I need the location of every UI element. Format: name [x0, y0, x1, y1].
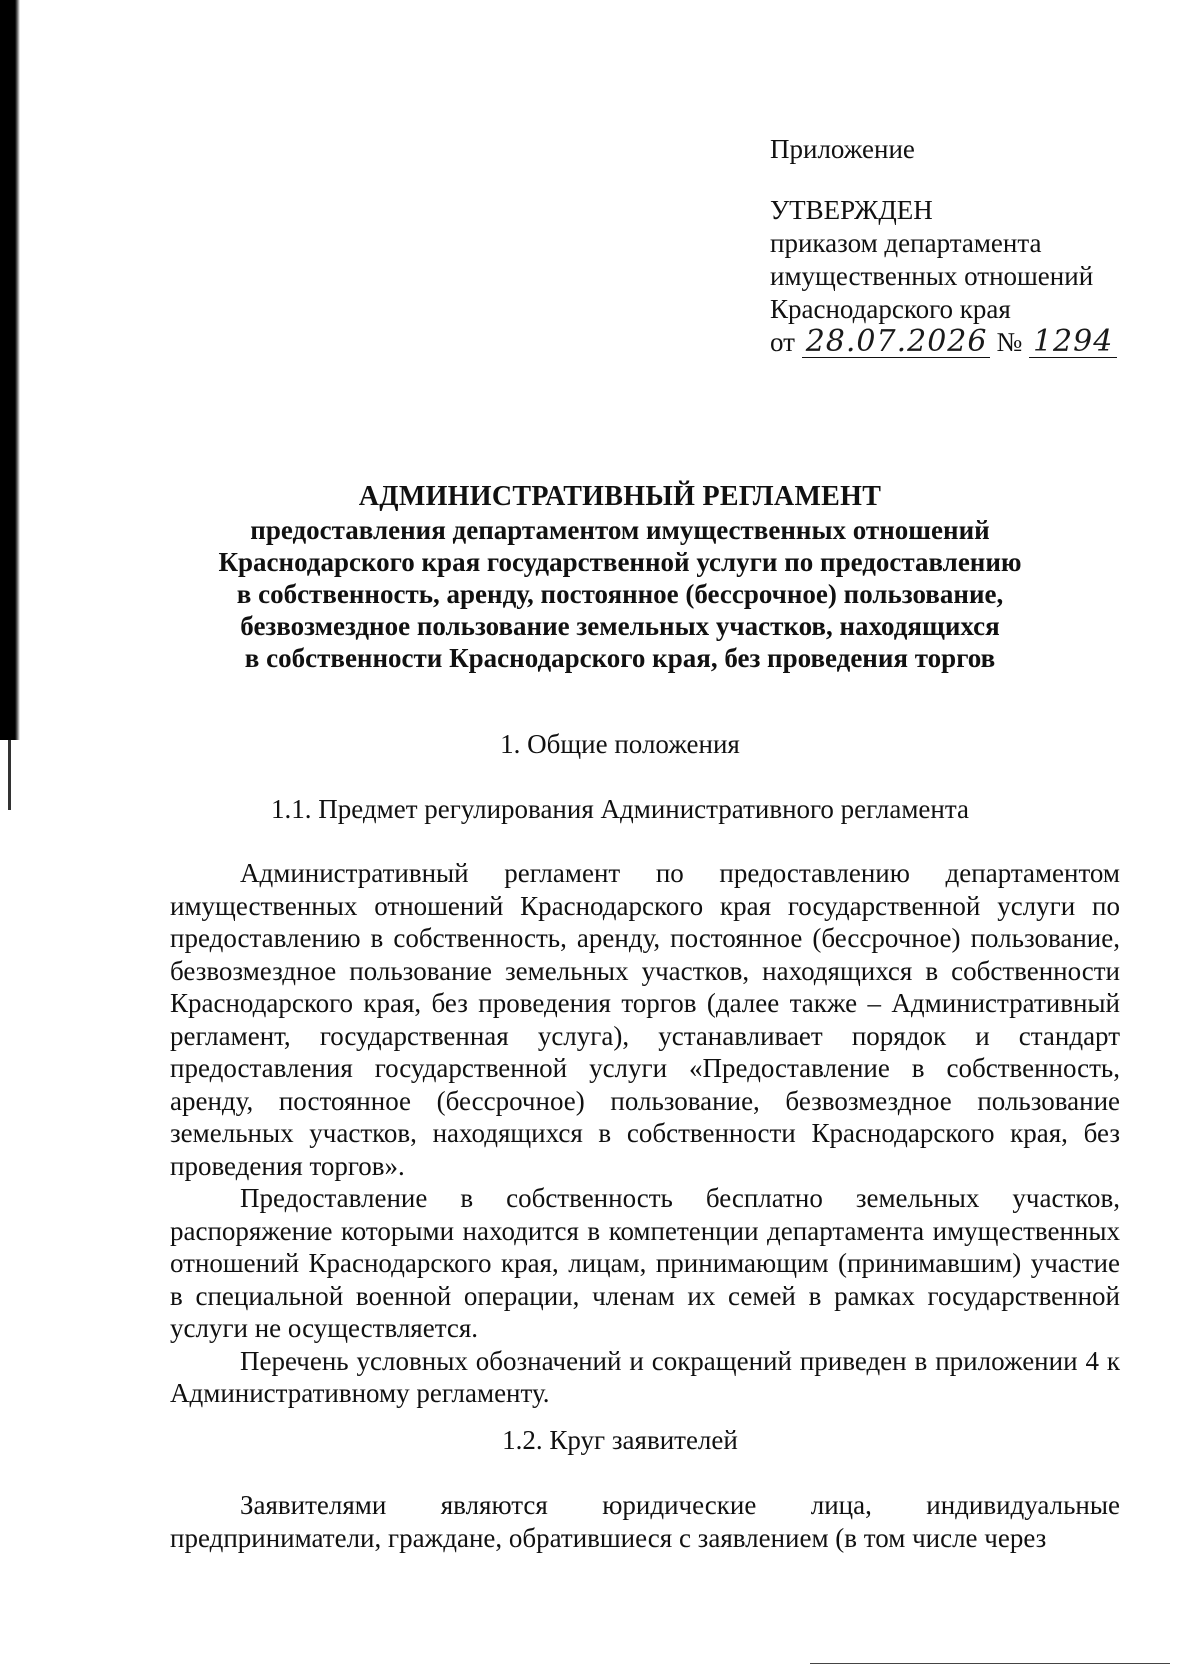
order-date-number-line [770, 326, 1160, 359]
title-line: предоставления департаментом имущественных отношений [250, 515, 990, 545]
approved-by-line-1: приказом департамента [770, 228, 1042, 258]
page-bottom-rule [810, 1663, 1170, 1664]
approved-label: УТВЕРЖДЕН [770, 195, 933, 225]
document-title [170, 480, 1070, 674]
section-heading: 1. Общие положения [500, 729, 740, 759]
appendix-label: Приложение [770, 134, 915, 164]
paragraph: Административный регламент по предоставлению департаментом имущественных отношений Краснодарского края государственной услуги по предоставлению в собственность, аренду, постоянное (бессрочное) пользование, безвозмездное пользование земельных участков, находящихся в собственности Краснодарского края, без проведения торгов (далее также – Административный регламент, государственная услуга), устанавливает порядок и стандарт предоставления государственной услуги «Предоставление в собственность, аренду, постоянное (бессрочное) пользование, безвозмездное пользование земельных участков, находящихся в собственности Краснодарского края, без проведения торгов». [170, 858, 1120, 1181]
scan-edge-mark-tail [8, 740, 11, 810]
order-number-handwritten: 1294 [1029, 327, 1117, 358]
paragraph: Предоставление в собственность бесплатно земельных участков, распоряжение которыми находится в компетенции департамента имущественных отношений Краснодарского края, лицам, принимающим (принимавшим) участие в специальной военной операции, членам их семей в рамках государственной услуги не осуществляется. [170, 1183, 1120, 1343]
title-line: Краснодарского края государственной услуги по предоставлению [218, 547, 1022, 577]
from-label: от [770, 327, 795, 357]
number-label: № [996, 327, 1023, 357]
paragraph: Заявителями являются юридические лица, индивидуальные предприниматели, граждане, обратившиеся с заявлением (в том числе через [170, 1490, 1120, 1553]
order-date-handwritten: 28.07.2026 [802, 327, 990, 358]
title-main: АДМИНИСТРАТИВНЫЙ РЕГЛАМЕНТ [358, 481, 882, 512]
section-body [170, 1489, 1120, 1554]
scan-edge-mark [0, 0, 20, 740]
subsection-heading: 1.1. Предмет регулирования Административного регламента [271, 794, 969, 824]
approval-block [770, 133, 1160, 359]
paragraph: Перечень условных обозначений и сокращений приведен в приложении 4 к Административному регламенту. [170, 1345, 1120, 1408]
approved-by-line-3: Краснодарского края [770, 294, 1011, 324]
title-line: безвозмездное пользование земельных участков, находящихся [240, 611, 1000, 641]
title-line: в собственности Краснодарского края, без проведения торгов [244, 643, 996, 673]
subsection-heading: 1.2. Круг заявителей [502, 1425, 738, 1455]
title-line: в собственность, аренду, постоянное (бессрочное) пользование, [236, 579, 1004, 609]
section-body [170, 857, 1120, 1410]
approved-by-line-2: имущественных отношений [770, 261, 1094, 291]
